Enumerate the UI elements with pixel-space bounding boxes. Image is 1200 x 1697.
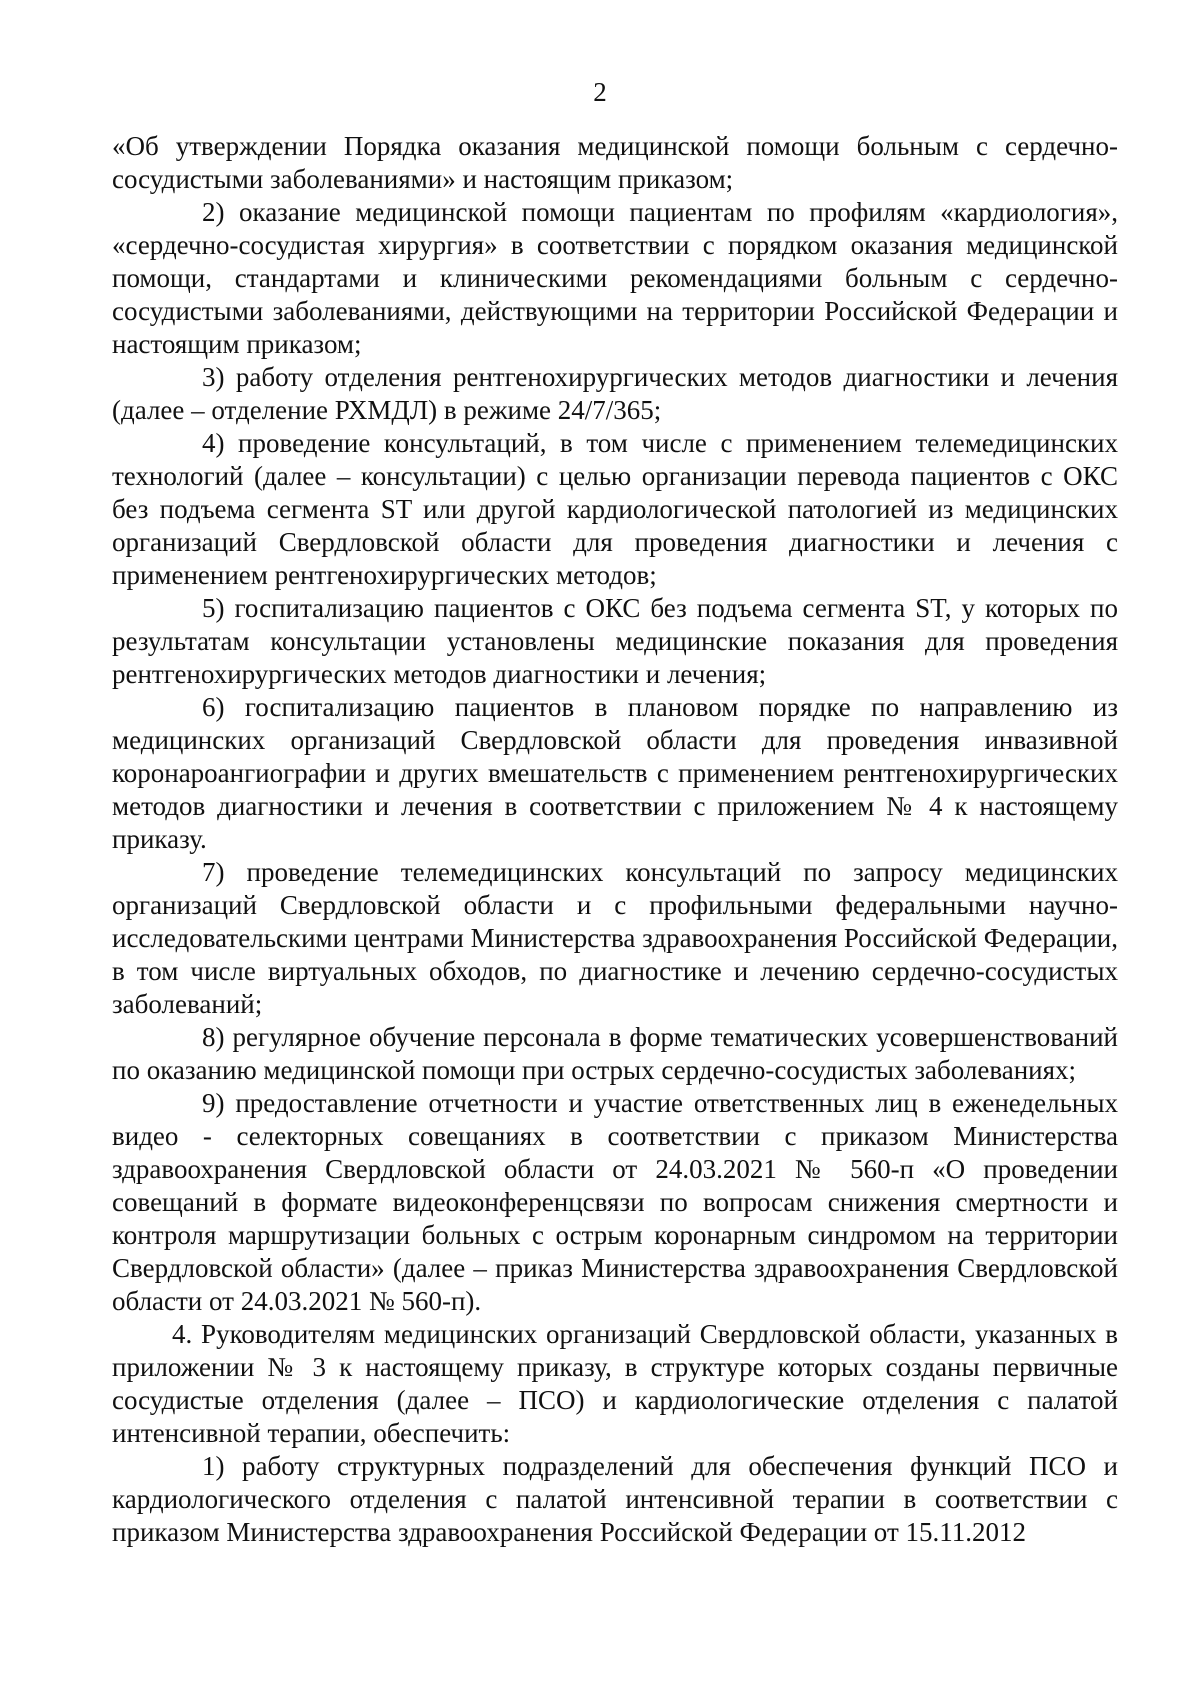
list-item-4: 4) проведение консультаций, в том числе с применением телемедицинских технологий (далее – консультации) с целью организации перевода пациентов с ОКС без подъема сегмента ST или другой кардиологической патологией из медицинских организаций Свердловской области для проведения диагностики и лечения с применением рентгенохирургических методов; [112,428,1118,590]
page-number: 2 [593,77,607,107]
section-4-paragraph: 4. Руководителям медицинских организаций Свердловской области, указанных в приложении № 3 к настоящему приказу, в структуре которых созданы первичные сосудистые отделения (далее – ПСО) и кардиологические отделения с палатой интенсивной терапии, обеспечить: [112,1319,1118,1448]
document-body [112,130,1118,1549]
list-item-6: 6) госпитализацию пациентов в плановом порядке по направлению из медицинских организаций Свердловской области для проведения инвазивной коронароангиографии и других вмешательств с применением рентгенохирургических методов диагностики и лечения в соответствии с приложением № 4 к настоящему приказу. [112,692,1118,854]
list-item-5: 5) госпитализацию пациентов с ОКС без подъема сегмента ST, у которых по результатам консультации установлены медицинские показания для проведения рентгенохирургических методов диагностики и лечения; [112,593,1118,689]
list-item-3: 3) работу отделения рентгенохирургических методов диагностики и лечения (далее – отделение РХМДЛ) в режиме 24/7/365; [112,362,1118,425]
list-item-7: 7) проведение телемедицинских консультаций по запросу медицинских организаций Свердловской области и с профильными федеральными научно-исследовательскими центрами Министерства здравоохранения Российской Федерации, в том числе виртуальных обходов, по диагностике и лечению сердечно-сосудистых заболеваний; [112,857,1119,1019]
section-4-list-item-1: 1) работу структурных подразделений для обеспечения функций ПСО и кардиологического отделения с палатой интенсивной терапии в соответствии с приказом Министерства здравоохранения Российской Федерации от 15.11.2012 [112,1451,1118,1547]
list-item-8: 8) регулярное обучение персонала в форме тематических усовершенствований по оказанию медицинской помощи при острых сердечно-сосудистых заболеваниях; [112,1022,1118,1085]
list-item-9: 9) предоставление отчетности и участие ответственных лиц в еженедельных видео - селекторных совещаниях в соответствии с приказом Министерства здравоохранения Свердловской области от 24.03.2021 № 560-п «О проведении совещаний в формате видеоконференцсвязи по вопросам снижения смертности и контроля маршрутизации больных с острым коронарным синдромом на территории Свердловской области» (далее – приказ Министерства здравоохранения Свердловской области от 24.03.2021 № 560-п). [112,1088,1118,1316]
paragraph-continuation: «Об утверждении Порядка оказания медицинской помощи больным с сердечно-сосудистыми заболеваниями» и настоящим приказом; [112,131,1118,194]
list-item-2: 2) оказание медицинской помощи пациентам по профилям «кардиология», «сердечно-сосудистая хирургия» в соответствии с порядком оказания медицинской помощи, стандартами и клиническими рекомендациями больным с сердечно-сосудистыми заболеваниями, действующими на территории Российской Федерации и настоящим приказом; [112,197,1118,359]
